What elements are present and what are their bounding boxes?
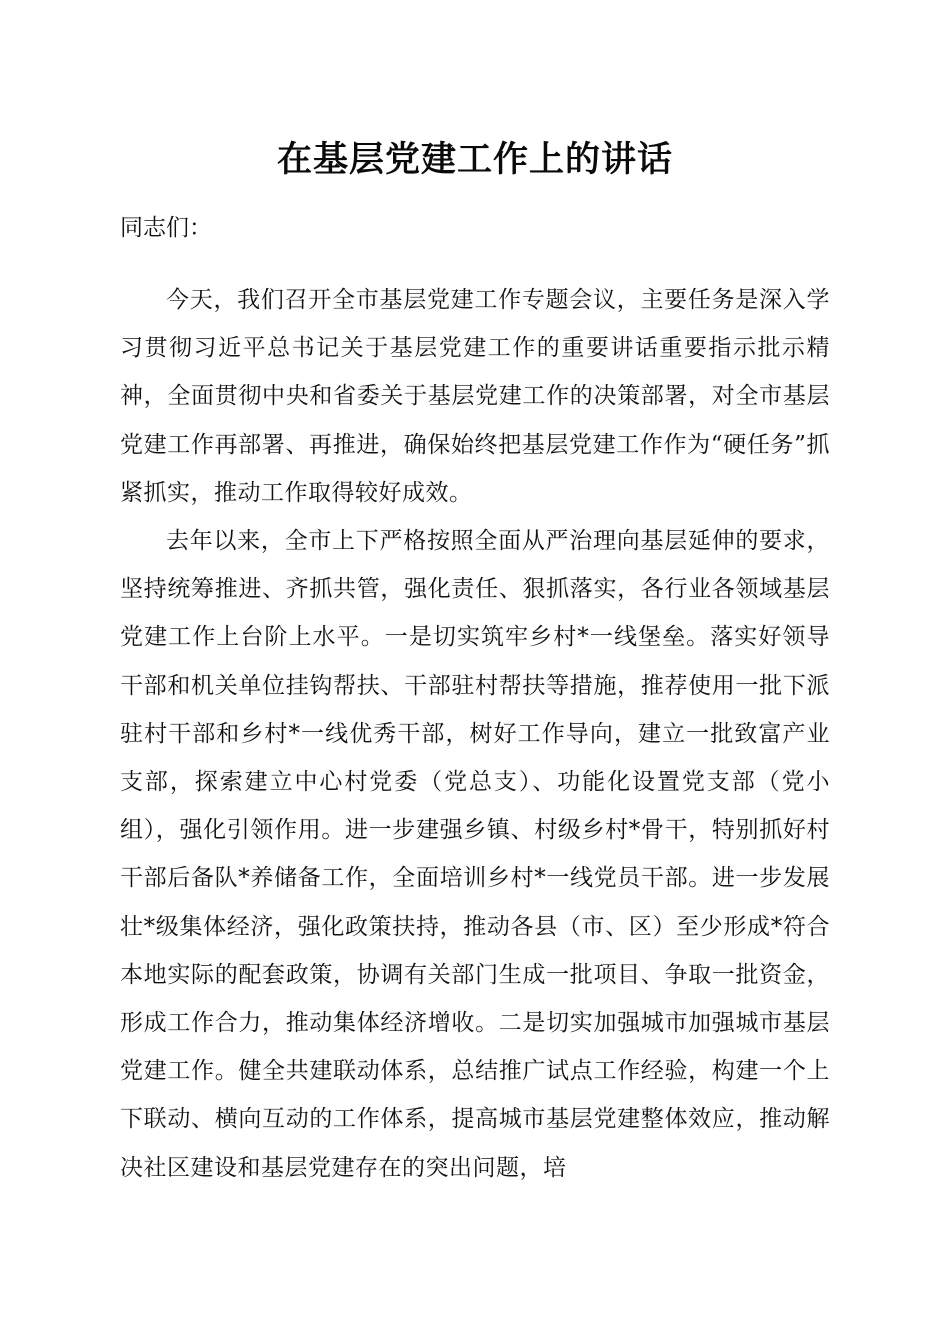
document-body <box>120 276 830 1192</box>
salutation: 同志们： <box>120 215 212 241</box>
paragraph-opening: 今天，我们召开全市基层党建工作专题会议，主要任务是深入学习贯彻习近平总书记关于基层党建工作的重要讲话重要指示批示精神，全面贯彻中央和省委关于基层党建工作的决策部署，对全市基层党建工作再部署、再推进，确保始终把基层党建工作作为“硬任务”抓紧抓实，推动工作取得较好成效。 <box>120 287 830 506</box>
paragraph-review: 去年以来，全市上下严格按照全面从严治理向基层延伸的要求，坚持统筹推进、齐抓共管，强化责任、狠抓落实，各行业各领域基层党建工作上台阶上水平。一是切实筑牢乡村*一线堡垒。落实好领导干部和机关单位挂钩帮扶、干部驻村帮扶等措施，推荐使用一批下派驻村干部和乡村*一线优秀干部，树好工作导向，建立一批致富产业支部，探索建立中心村党委（党总支）、功能化设置党支部（党小组），强化引领作用。进一步建强乡镇、村级乡村*骨干，特别抓好村干部后备队*养储备工作，全面培训乡村*一线党员干部。进一步发展壮*级集体经济，强化政策扶持，推动各县（市、区）至少形成*符合本地实际的配套政策，协调有关部门生成一批项目、争取一批资金，形成工作合力，推动集体经济增收。二是切实加强城市加强城市基层党建工作。健全共建联动体系，总结推广试点工作经验，构建一个上下联动、横向互动的工作体系，提高城市基层党建整体效应，推动解决社区建设和基层党建存在的突出问题，培 <box>120 528 830 1181</box>
document-title: 在基层党建工作上的讲话 <box>276 139 673 180</box>
